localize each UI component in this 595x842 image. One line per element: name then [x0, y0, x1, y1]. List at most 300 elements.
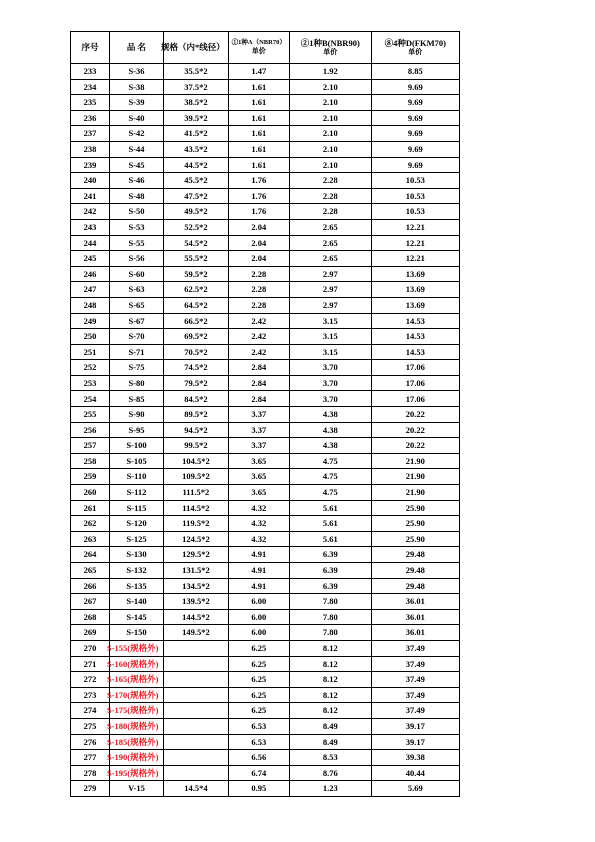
cell-spec — [164, 703, 229, 719]
cell-name: S-90 — [110, 407, 164, 423]
cell-price-d: 37.49 — [371, 672, 459, 688]
cell-name: S-120 — [110, 516, 164, 532]
cell-price-d: 9.69 — [371, 110, 459, 126]
table-row — [71, 313, 460, 329]
cell-name: S-150 — [110, 625, 164, 641]
table-row — [71, 734, 460, 750]
cell-spec: 37.5*2 — [164, 79, 229, 95]
cell-price-a: 1.61 — [228, 126, 289, 142]
table-row — [71, 329, 460, 345]
cell-price-b: 6.39 — [289, 563, 371, 579]
cell-price-b: 8.12 — [289, 703, 371, 719]
cell-price-d: 21.90 — [371, 469, 459, 485]
cell-price-a: 1.76 — [228, 188, 289, 204]
table-row — [71, 531, 460, 547]
cell-price-d: 37.49 — [371, 687, 459, 703]
cell-spec: 49.5*2 — [164, 204, 229, 220]
cell-price-a: 2.84 — [228, 360, 289, 376]
cell-price-a: 2.42 — [228, 344, 289, 360]
cell-name — [107, 687, 164, 703]
cell-price-a: 2.04 — [228, 251, 289, 267]
cell-price-b: 1.23 — [289, 781, 371, 797]
cell-spec: 111.5*2 — [164, 485, 229, 501]
out-of-spec-name: S-155(规格外) — [107, 643, 159, 654]
cell-price-b: 8.49 — [289, 718, 371, 734]
cell-price-a: 4.91 — [228, 578, 289, 594]
cell-no: 239 — [71, 157, 110, 173]
out-of-spec-name: S-185(规格外) — [107, 736, 159, 747]
cell-price-a: 2.28 — [228, 266, 289, 282]
cell-spec: 109.5*2 — [164, 469, 229, 485]
cell-price-b: 4.75 — [289, 469, 371, 485]
cell-price-d: 25.90 — [371, 516, 459, 532]
cell-price-a: 1.61 — [228, 95, 289, 111]
table-row — [71, 453, 460, 469]
cell-price-d: 14.53 — [371, 344, 459, 360]
table-row — [71, 578, 460, 594]
table-row — [71, 594, 460, 610]
cell-no: 243 — [71, 219, 110, 235]
cell-price-b: 5.61 — [289, 516, 371, 532]
cell-price-d: 5.69 — [371, 781, 459, 797]
table-row — [71, 407, 460, 423]
table-row — [71, 282, 460, 298]
cell-price-b: 7.80 — [289, 594, 371, 610]
cell-price-b: 3.15 — [289, 313, 371, 329]
cell-price-d: 25.90 — [371, 500, 459, 516]
cell-no: 270 — [71, 640, 110, 656]
cell-no: 276 — [71, 734, 110, 750]
cell-spec: 59.5*2 — [164, 266, 229, 282]
cell-name: S-60 — [110, 266, 164, 282]
cell-price-b: 7.80 — [289, 625, 371, 641]
cell-name: S-80 — [110, 375, 164, 391]
cell-price-a: 4.91 — [228, 547, 289, 563]
cell-price-d: 37.49 — [371, 640, 459, 656]
cell-price-a: 6.53 — [228, 718, 289, 734]
cell-price-b: 6.39 — [289, 578, 371, 594]
cell-price-a: 2.84 — [228, 391, 289, 407]
cell-price-a: 6.56 — [228, 750, 289, 766]
cell-name — [107, 703, 164, 719]
cell-price-a: 4.32 — [228, 531, 289, 547]
cell-spec: 79.5*2 — [164, 375, 229, 391]
cell-name — [107, 734, 164, 750]
cell-spec: 114.5*2 — [164, 500, 229, 516]
cell-price-d: 37.49 — [371, 703, 459, 719]
cell-price-d: 17.06 — [371, 360, 459, 376]
cell-price-a: 6.25 — [228, 672, 289, 688]
cell-price-a: 3.37 — [228, 438, 289, 454]
header-price-a: ①1种A（NBR70） 单价 — [228, 32, 289, 64]
cell-name: S-38 — [110, 79, 164, 95]
cell-spec: 74.5*2 — [164, 360, 229, 376]
cell-spec: 39.5*2 — [164, 110, 229, 126]
cell-price-d: 10.53 — [371, 173, 459, 189]
cell-name: S-145 — [110, 609, 164, 625]
cell-price-b: 2.65 — [289, 251, 371, 267]
cell-name: S-125 — [110, 531, 164, 547]
table-row — [71, 157, 460, 173]
cell-no: 246 — [71, 266, 110, 282]
table-row — [71, 563, 460, 579]
cell-price-b: 1.92 — [289, 64, 371, 80]
cell-no: 266 — [71, 578, 110, 594]
cell-no: 264 — [71, 547, 110, 563]
cell-name — [107, 750, 164, 766]
cell-spec — [164, 687, 229, 703]
cell-spec: 69.5*2 — [164, 329, 229, 345]
cell-price-b: 8.76 — [289, 765, 371, 781]
cell-price-a: 4.32 — [228, 516, 289, 532]
out-of-spec-name: S-175(规格外) — [107, 705, 159, 716]
cell-name: S-36 — [110, 64, 164, 80]
cell-no: 237 — [71, 126, 110, 142]
header-name: 品 名 — [110, 32, 164, 64]
cell-spec: 89.5*2 — [164, 407, 229, 423]
table-row — [71, 126, 460, 142]
cell-no: 249 — [71, 313, 110, 329]
cell-name: S-53 — [110, 219, 164, 235]
cell-price-a: 1.61 — [228, 110, 289, 126]
cell-no: 268 — [71, 609, 110, 625]
cell-spec: 14.5*4 — [164, 781, 229, 797]
table-row — [71, 251, 460, 267]
cell-price-d: 17.06 — [371, 375, 459, 391]
cell-price-b: 2.97 — [289, 282, 371, 298]
cell-price-d: 39.17 — [371, 718, 459, 734]
cell-spec — [164, 718, 229, 734]
cell-price-a: 1.76 — [228, 173, 289, 189]
cell-price-b: 4.75 — [289, 485, 371, 501]
cell-no: 271 — [71, 656, 110, 672]
cell-price-a: 6.53 — [228, 734, 289, 750]
cell-no: 254 — [71, 391, 110, 407]
cell-price-d: 17.06 — [371, 391, 459, 407]
cell-price-b: 6.39 — [289, 547, 371, 563]
cell-name: S-39 — [110, 95, 164, 111]
out-of-spec-name: S-190(规格外) — [107, 752, 159, 763]
cell-no: 241 — [71, 188, 110, 204]
table-row — [71, 360, 460, 376]
cell-spec: 54.5*2 — [164, 235, 229, 251]
cell-no: 248 — [71, 297, 110, 313]
cell-no: 236 — [71, 110, 110, 126]
table-row — [71, 235, 460, 251]
cell-name — [107, 718, 164, 734]
cell-name: S-110 — [110, 469, 164, 485]
cell-spec: 119.5*2 — [164, 516, 229, 532]
cell-price-a: 3.37 — [228, 407, 289, 423]
cell-price-a: 2.42 — [228, 329, 289, 345]
cell-name: S-75 — [110, 360, 164, 376]
cell-price-b: 2.65 — [289, 219, 371, 235]
cell-price-b: 2.10 — [289, 110, 371, 126]
cell-price-d: 39.38 — [371, 750, 459, 766]
cell-price-a: 2.28 — [228, 282, 289, 298]
cell-price-b: 4.38 — [289, 407, 371, 423]
cell-price-a: 4.91 — [228, 563, 289, 579]
cell-no: 262 — [71, 516, 110, 532]
cell-price-d: 12.21 — [371, 219, 459, 235]
cell-price-d: 36.01 — [371, 609, 459, 625]
table-row — [71, 188, 460, 204]
cell-price-a: 3.37 — [228, 422, 289, 438]
cell-name: S-56 — [110, 251, 164, 267]
table-row — [71, 781, 460, 797]
cell-spec: 84.5*2 — [164, 391, 229, 407]
cell-price-a: 3.65 — [228, 485, 289, 501]
cell-price-d: 10.53 — [371, 204, 459, 220]
cell-name: S-112 — [110, 485, 164, 501]
cell-spec: 94.5*2 — [164, 422, 229, 438]
cell-price-b: 8.53 — [289, 750, 371, 766]
cell-name: V-15 — [110, 781, 164, 797]
table-row — [71, 438, 460, 454]
cell-price-b: 3.70 — [289, 391, 371, 407]
cell-price-a: 0.95 — [228, 781, 289, 797]
table-row — [71, 703, 460, 719]
cell-no: 274 — [71, 703, 110, 719]
cell-no: 269 — [71, 625, 110, 641]
cell-spec: 41.5*2 — [164, 126, 229, 142]
cell-spec — [164, 656, 229, 672]
cell-price-d: 13.69 — [371, 282, 459, 298]
cell-price-b: 8.49 — [289, 734, 371, 750]
cell-spec: 38.5*2 — [164, 95, 229, 111]
cell-no: 235 — [71, 95, 110, 111]
cell-name: S-67 — [110, 313, 164, 329]
cell-spec: 129.5*2 — [164, 547, 229, 563]
cell-name: S-42 — [110, 126, 164, 142]
cell-name: S-70 — [110, 329, 164, 345]
cell-price-b: 4.38 — [289, 422, 371, 438]
out-of-spec-name: S-160(规格外) — [107, 658, 159, 669]
table-row — [71, 344, 460, 360]
cell-spec: 44.5*2 — [164, 157, 229, 173]
cell-spec — [164, 734, 229, 750]
cell-price-d: 36.01 — [371, 625, 459, 641]
cell-price-d: 9.69 — [371, 95, 459, 111]
cell-price-b: 2.10 — [289, 157, 371, 173]
price-table — [70, 31, 460, 797]
cell-price-b: 5.61 — [289, 531, 371, 547]
cell-name: S-71 — [110, 344, 164, 360]
cell-no: 278 — [71, 765, 110, 781]
cell-name: S-95 — [110, 422, 164, 438]
header-row — [71, 32, 460, 64]
cell-price-d: 25.90 — [371, 531, 459, 547]
cell-price-a: 1.61 — [228, 79, 289, 95]
cell-spec: 43.5*2 — [164, 141, 229, 157]
cell-price-d: 14.53 — [371, 329, 459, 345]
cell-price-d: 10.53 — [371, 188, 459, 204]
cell-price-d: 13.69 — [371, 266, 459, 282]
cell-price-d: 29.48 — [371, 563, 459, 579]
cell-price-b: 2.28 — [289, 188, 371, 204]
table-row — [71, 625, 460, 641]
cell-spec: 149.5*2 — [164, 625, 229, 641]
table-row — [71, 95, 460, 111]
table-row — [71, 687, 460, 703]
cell-name: S-50 — [110, 204, 164, 220]
cell-price-a: 6.25 — [228, 640, 289, 656]
cell-price-b: 5.61 — [289, 500, 371, 516]
table-row — [71, 516, 460, 532]
cell-price-d: 36.01 — [371, 594, 459, 610]
cell-price-d: 20.22 — [371, 422, 459, 438]
cell-name: S-65 — [110, 297, 164, 313]
cell-price-d: 9.69 — [371, 141, 459, 157]
cell-name — [107, 640, 164, 656]
cell-spec: 99.5*2 — [164, 438, 229, 454]
cell-spec: 66.5*2 — [164, 313, 229, 329]
table-row — [71, 469, 460, 485]
cell-name: S-46 — [110, 173, 164, 189]
cell-price-b: 2.97 — [289, 266, 371, 282]
cell-price-d: 20.22 — [371, 407, 459, 423]
cell-price-d: 21.90 — [371, 453, 459, 469]
cell-price-a: 6.00 — [228, 594, 289, 610]
cell-price-d: 29.48 — [371, 578, 459, 594]
cell-no: 234 — [71, 79, 110, 95]
cell-spec: 45.5*2 — [164, 173, 229, 189]
cell-price-a: 6.00 — [228, 625, 289, 641]
cell-no: 277 — [71, 750, 110, 766]
cell-spec: 104.5*2 — [164, 453, 229, 469]
cell-no: 279 — [71, 781, 110, 797]
table-row — [71, 500, 460, 516]
cell-price-a: 6.00 — [228, 609, 289, 625]
cell-price-b: 3.70 — [289, 375, 371, 391]
cell-price-d: 20.22 — [371, 438, 459, 454]
cell-price-d: 14.53 — [371, 313, 459, 329]
table-row — [71, 765, 460, 781]
cell-price-d: 29.48 — [371, 547, 459, 563]
cell-spec: 47.5*2 — [164, 188, 229, 204]
cell-price-b: 3.15 — [289, 344, 371, 360]
cell-spec: 134.5*2 — [164, 578, 229, 594]
header-no: 序号 — [71, 32, 110, 64]
cell-no: 240 — [71, 173, 110, 189]
cell-no: 247 — [71, 282, 110, 298]
table-row — [71, 656, 460, 672]
cell-price-b: 4.38 — [289, 438, 371, 454]
header-price-d: ⑧4种D(FKM70) 单价 — [371, 32, 459, 64]
cell-price-a: 1.76 — [228, 204, 289, 220]
cell-no: 267 — [71, 594, 110, 610]
cell-price-a: 6.25 — [228, 703, 289, 719]
cell-price-b: 2.28 — [289, 204, 371, 220]
cell-price-d: 12.21 — [371, 235, 459, 251]
cell-price-a: 3.65 — [228, 453, 289, 469]
table-row — [71, 375, 460, 391]
table-row — [71, 609, 460, 625]
header-spec: 规格（内*线径） — [164, 32, 229, 64]
cell-price-d: 9.69 — [371, 126, 459, 142]
table-row — [71, 485, 460, 501]
out-of-spec-name: S-180(规格外) — [107, 720, 159, 731]
cell-price-d: 40.44 — [371, 765, 459, 781]
cell-price-a: 2.84 — [228, 375, 289, 391]
cell-price-b: 8.12 — [289, 687, 371, 703]
cell-price-d: 9.69 — [371, 79, 459, 95]
table-row — [71, 79, 460, 95]
cell-no: 238 — [71, 141, 110, 157]
cell-price-a: 1.47 — [228, 64, 289, 80]
cell-name: S-48 — [110, 188, 164, 204]
cell-spec: 52.5*2 — [164, 219, 229, 235]
cell-name: S-63 — [110, 282, 164, 298]
table-row — [71, 64, 460, 80]
cell-name: S-45 — [110, 157, 164, 173]
cell-no: 242 — [71, 204, 110, 220]
cell-price-a: 1.61 — [228, 157, 289, 173]
cell-price-b: 2.10 — [289, 79, 371, 95]
table-row — [71, 672, 460, 688]
cell-price-b: 3.15 — [289, 329, 371, 345]
cell-no: 255 — [71, 407, 110, 423]
cell-name — [107, 765, 164, 781]
cell-price-b: 8.12 — [289, 656, 371, 672]
table-row — [71, 110, 460, 126]
cell-price-a: 6.25 — [228, 656, 289, 672]
table-row — [71, 266, 460, 282]
cell-name: S-140 — [110, 594, 164, 610]
cell-price-b: 2.97 — [289, 297, 371, 313]
cell-price-b: 2.65 — [289, 235, 371, 251]
cell-spec: 55.5*2 — [164, 251, 229, 267]
cell-spec: 131.5*2 — [164, 563, 229, 579]
cell-price-a: 4.32 — [228, 500, 289, 516]
cell-price-a: 6.74 — [228, 765, 289, 781]
cell-price-b: 8.12 — [289, 640, 371, 656]
cell-no: 252 — [71, 360, 110, 376]
cell-no: 251 — [71, 344, 110, 360]
cell-name: S-132 — [110, 563, 164, 579]
table-row — [71, 750, 460, 766]
cell-name: S-44 — [110, 141, 164, 157]
cell-price-d: 21.90 — [371, 485, 459, 501]
out-of-spec-name: S-165(规格外) — [107, 674, 159, 685]
cell-price-b: 2.28 — [289, 173, 371, 189]
cell-no: 257 — [71, 438, 110, 454]
cell-price-a: 2.28 — [228, 297, 289, 313]
cell-price-d: 8.85 — [371, 64, 459, 80]
cell-no: 260 — [71, 485, 110, 501]
cell-name: S-130 — [110, 547, 164, 563]
cell-no: 259 — [71, 469, 110, 485]
cell-price-b: 4.75 — [289, 453, 371, 469]
cell-name: S-85 — [110, 391, 164, 407]
cell-price-a: 2.04 — [228, 219, 289, 235]
cell-name — [107, 656, 164, 672]
header-price-b: ②1种B(NBR90) 单价 — [289, 32, 371, 64]
cell-price-b: 3.70 — [289, 360, 371, 376]
cell-price-d: 12.21 — [371, 251, 459, 267]
cell-spec — [164, 672, 229, 688]
table-row — [71, 204, 460, 220]
cell-spec: 144.5*2 — [164, 609, 229, 625]
cell-name: S-55 — [110, 235, 164, 251]
cell-price-d: 13.69 — [371, 297, 459, 313]
out-of-spec-name: S-170(规格外) — [107, 689, 159, 700]
cell-spec — [164, 765, 229, 781]
cell-no: 265 — [71, 563, 110, 579]
out-of-spec-name: S-195(规格外) — [107, 767, 159, 778]
table-row — [71, 219, 460, 235]
table-body — [71, 64, 460, 797]
